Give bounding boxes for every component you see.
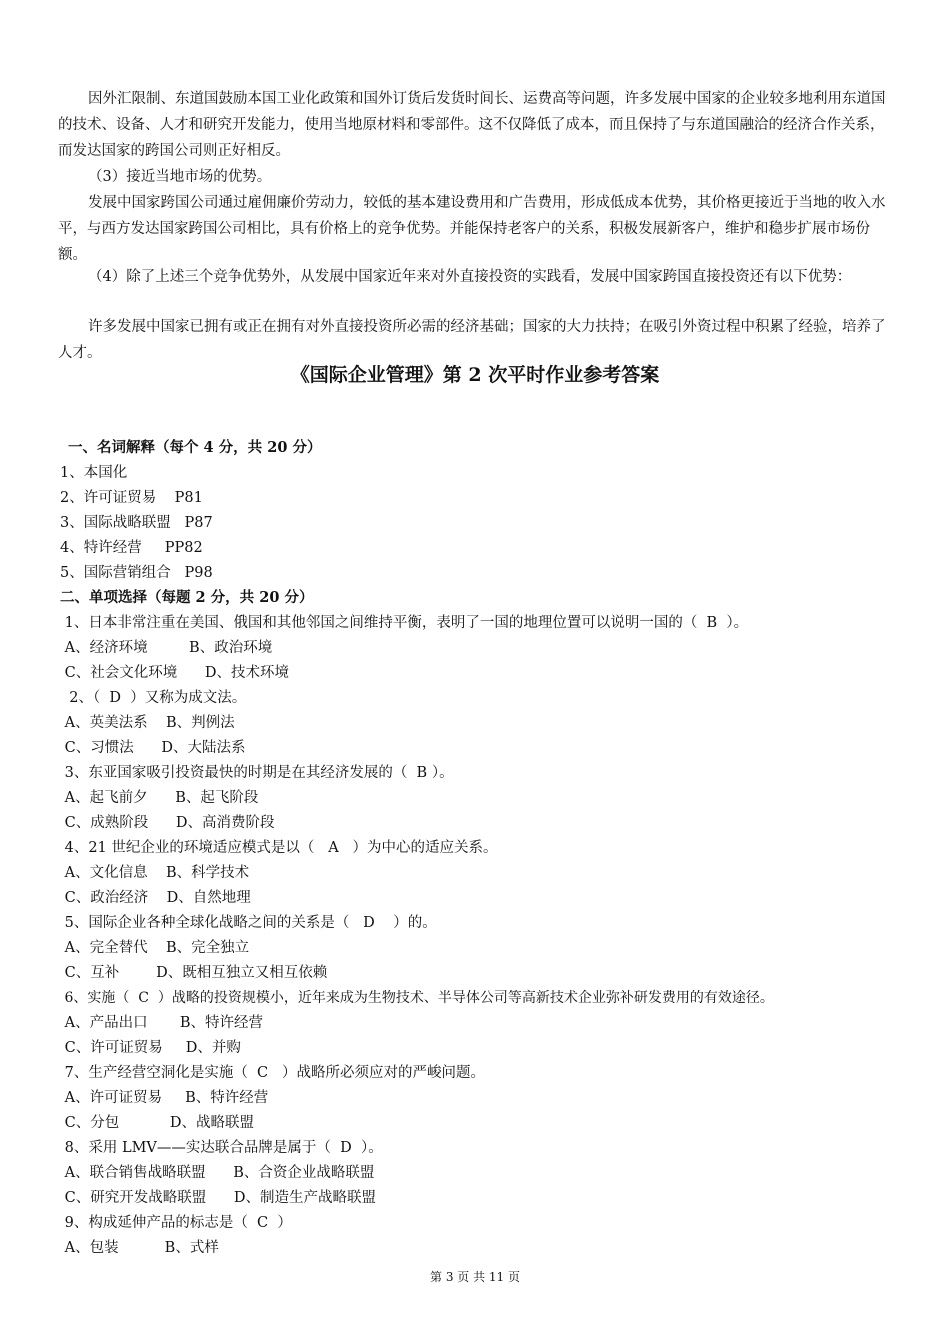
choice-line: C、习惯法 D、大陆法系 — [60, 740, 246, 756]
choice-line: C、成熟阶段 D、高消费阶段 — [60, 815, 275, 831]
choice-line: 8、采用 LMV——实达联合品牌是属于（ D ）。 — [60, 1140, 383, 1156]
choice-line: 6、实施（ C ）战略的投资规模小，近年来成为生物技术、半导体公司等高新技术企业弥补研发费用的有效途径。 — [60, 990, 774, 1006]
choice-line: 3、东亚国家吸引投资最快的时期是在其经济发展的（ B ）。 — [60, 765, 454, 781]
choice-line: A、经济环境 B、政治环境 — [60, 640, 273, 656]
choice-line: A、许可证贸易 B、特许经营 — [60, 1090, 269, 1106]
paragraph-2: （3）接近当地市场的优势。 — [88, 169, 272, 185]
choice-line: C、互补 D、既相互独立又相互依赖 — [60, 965, 328, 981]
choice-line: A、包装 B、式样 — [60, 1240, 219, 1256]
page-title: 《国际企业管理》第 2 次平时作业参考答案 — [290, 364, 660, 386]
page-number: 第 3 页 共 11 页 — [430, 1270, 520, 1284]
choice-line: A、起飞前夕 B、起飞阶段 — [60, 790, 259, 806]
choice-line: A、联合销售战略联盟 B、合资企业战略联盟 — [60, 1165, 375, 1181]
choice-line: C、研究开发战略联盟 D、制造生产战略联盟 — [60, 1190, 376, 1206]
choice-line: A、文化信息 B、科学技术 — [60, 865, 250, 881]
paragraph-3: 发展中国家跨国公司通过雇佣廉价劳动力，较低的基本建设费用和广告费用，形成低成本优势，其价格更接近于当地的收入水平，与西方发达国家跨国公司相比，具有价格上的竞争优势。并能保持老客户的关系，积极发展新客户，维护和稳步扩展市场份额。 — [58, 195, 886, 263]
choice-line: 4、21 世纪企业的环境适应模式是以（ A ）为中心的适应关系。 — [60, 840, 498, 856]
section-heading-choices: 二、单项选择（每题 2 分，共 20 分） — [60, 589, 314, 606]
paragraph-4: （4）除了上述三个竞争优势外，从发展中国家近年来对外直接投资的实践看，发展中国家跨国直接投资还有以下优势： — [88, 269, 852, 285]
choice-line: 9、构成延伸产品的标志是（ C ） — [60, 1215, 292, 1231]
definition-item: 5、国际营销组合 P98 — [60, 565, 213, 581]
choice-line: 7、生产经营空洞化是实施（ C ）战略所必须应对的严峻问题。 — [60, 1065, 485, 1081]
choice-line: C、许可证贸易 D、并购 — [60, 1040, 241, 1056]
definition-item: 1、本国化 — [60, 465, 128, 481]
choice-line: A、完全替代 B、完全独立 — [60, 940, 250, 956]
definition-item: 3、国际战略联盟 P87 — [60, 515, 213, 531]
choice-line: C、分包 D、战略联盟 — [60, 1115, 255, 1131]
choice-line: 2、（ D ）又称为成文法。 — [60, 690, 247, 706]
paragraph-1: 因外汇限制、东道国鼓励本国工业化政策和国外订货后发货时间长、运费高等问题，许多发展中国家的企业较多地利用东道国的技术、设备、人才和研究开发能力，使用当地原材料和零部件。这不仅降低了成本，而且保持了与东道国融洽的经济合作关系，而发达国家的跨国公司则正好相反。 — [58, 91, 886, 159]
choice-line: C、政治经济 D、自然地理 — [60, 890, 251, 906]
choice-line: 5、国际企业各种全球化战略之间的关系是（ D ）的。 — [60, 915, 437, 931]
choice-line: A、产品出口 B、特许经营 — [60, 1015, 263, 1031]
section-heading-definitions: 一、名词解释（每个 4 分，共 20 分） — [68, 439, 322, 456]
choice-line: A、英美法系 B、判例法 — [60, 715, 235, 731]
paragraph-5: 许多发展中国家已拥有或正在拥有对外直接投资所必需的经济基础；国家的大力扶持；在吸引外资过程中积累了经验，培养了人才。 — [58, 319, 886, 361]
definition-item: 2、许可证贸易 P81 — [60, 490, 203, 506]
definition-item: 4、特许经营 PP82 — [60, 540, 203, 556]
choice-line: 1、日本非常注重在美国、俄国和其他邻国之间维持平衡，表明了一国的地理位置可以说明一国的（ B ）。 — [60, 615, 749, 631]
choice-line: C、社会文化环境 D、技术环境 — [60, 665, 289, 681]
